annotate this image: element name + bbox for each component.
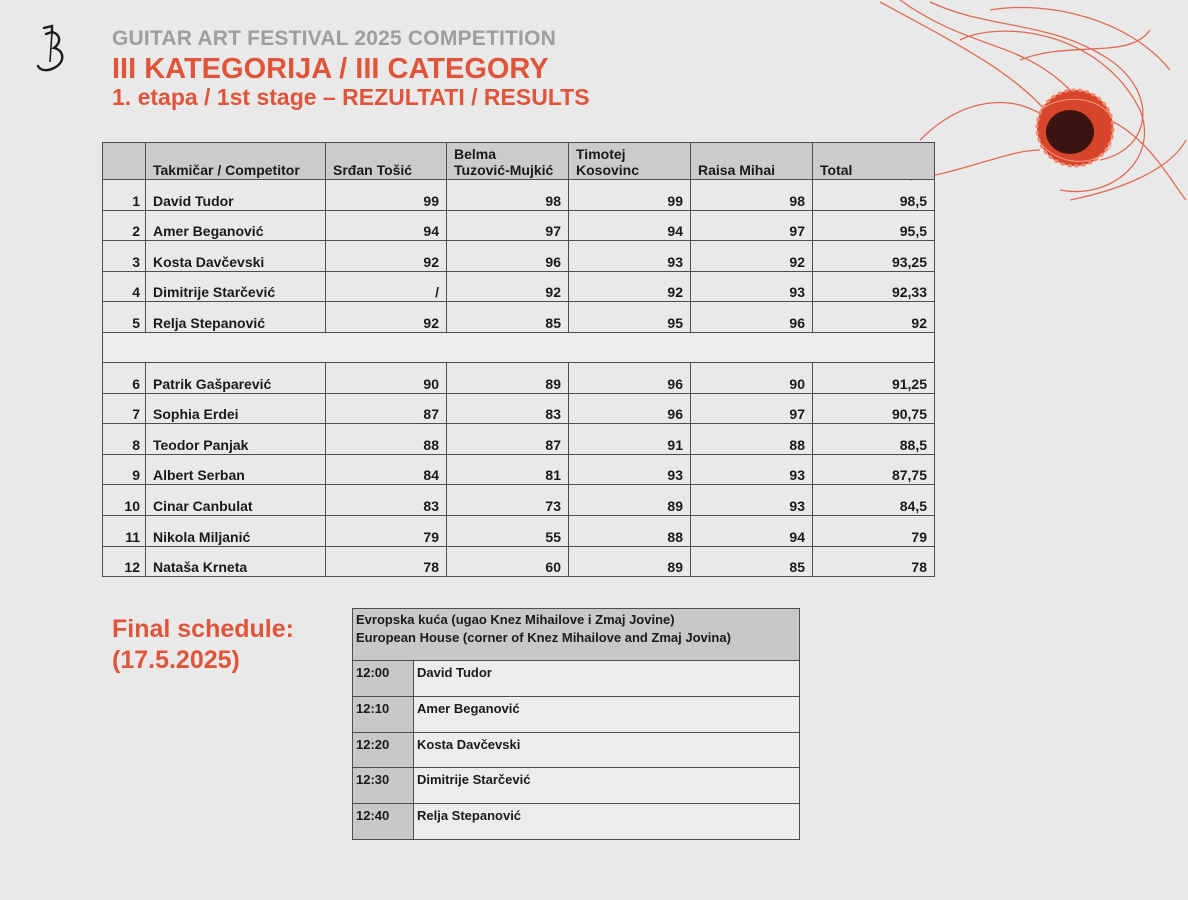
score-cell: 92 (447, 271, 569, 302)
schedule-row (353, 696, 800, 732)
schedule-body (353, 661, 800, 840)
table-row (103, 515, 935, 546)
score-cell: 87 (447, 424, 569, 455)
total-cell: 92,33 (813, 271, 935, 302)
score-cell: 99 (569, 180, 691, 211)
score-cell: 84 (326, 454, 447, 485)
table-row (103, 241, 935, 272)
score-cell: 89 (569, 546, 691, 577)
results-table (102, 142, 935, 577)
rank-cell: 10 (103, 485, 146, 516)
score-cell: 99 (326, 180, 447, 211)
schedule-row (353, 768, 800, 804)
score-cell: 92 (326, 302, 447, 333)
juror-header: Srđan Tošić (326, 143, 447, 180)
schedule-performer: Dimitrije Starčević (414, 768, 800, 804)
schedule-row (353, 732, 800, 768)
score-cell: 92 (691, 241, 813, 272)
schedule-row (353, 661, 800, 697)
schedule-performer: Kosta Davčevski (414, 732, 800, 768)
venue-row (353, 609, 800, 661)
score-cell: 87 (326, 393, 447, 424)
score-cell: 89 (569, 485, 691, 516)
venue-line-local: Evropska kuća (ugao Knez Mihailove i Zmaj Jovine) (356, 612, 675, 627)
total-cell: 84,5 (813, 485, 935, 516)
competitor-name-cell: Patrik Gašparević (146, 362, 326, 393)
score-cell: 98 (691, 180, 813, 211)
total-cell: 78 (813, 546, 935, 577)
rank-cell: 9 (103, 454, 146, 485)
competitor-name-cell: Teodor Panjak (146, 424, 326, 455)
juror-header: Belma Tuzović-Mujkić (447, 143, 569, 180)
score-cell: 92 (326, 241, 447, 272)
venue-line-english: European House (corner of Knez Mihailove and Zmaj Jovina) (356, 630, 731, 645)
table-row (103, 302, 935, 333)
table-row (103, 546, 935, 577)
schedule-table (352, 608, 800, 840)
schedule-time: 12:00 (353, 661, 414, 697)
festival-title: GUITAR ART FESTIVAL 2025 COMPETITION (112, 27, 556, 50)
total-cell: 98,5 (813, 180, 935, 211)
score-cell: 96 (569, 393, 691, 424)
total-cell: 87,75 (813, 454, 935, 485)
schedule-time: 12:30 (353, 768, 414, 804)
table-row (103, 271, 935, 302)
score-cell: 83 (447, 393, 569, 424)
total-cell: 90,75 (813, 393, 935, 424)
score-cell: / (326, 271, 447, 302)
total-header: Total (813, 143, 935, 180)
competitor-name-cell: Kosta Davčevski (146, 241, 326, 272)
competitor-name-cell: Sophia Erdei (146, 393, 326, 424)
score-cell: 94 (569, 210, 691, 241)
schedule-time: 12:20 (353, 732, 414, 768)
score-cell: 90 (326, 362, 447, 393)
score-cell: 93 (691, 454, 813, 485)
table-row (103, 210, 935, 241)
score-cell: 97 (691, 210, 813, 241)
schedule-performer: Amer Beganović (414, 696, 800, 732)
schedule-time: 12:10 (353, 696, 414, 732)
score-cell: 98 (447, 180, 569, 211)
score-cell: 93 (569, 454, 691, 485)
score-cell: 73 (447, 485, 569, 516)
score-cell: 60 (447, 546, 569, 577)
rank-cell: 2 (103, 210, 146, 241)
score-cell: 94 (326, 210, 447, 241)
score-cell: 93 (569, 241, 691, 272)
results-separator-row (103, 332, 935, 362)
competitor-name-cell: Cinar Canbulat (146, 485, 326, 516)
table-row (103, 424, 935, 455)
score-cell: 94 (691, 515, 813, 546)
table-row (103, 362, 935, 393)
score-cell: 96 (569, 362, 691, 393)
score-cell: 96 (447, 241, 569, 272)
total-cell: 88,5 (813, 424, 935, 455)
table-row (103, 393, 935, 424)
score-cell: 90 (691, 362, 813, 393)
competitor-name-cell: Nikola Miljanić (146, 515, 326, 546)
rank-cell: 11 (103, 515, 146, 546)
rank-cell: 12 (103, 546, 146, 577)
total-cell: 79 (813, 515, 935, 546)
rank-cell: 1 (103, 180, 146, 211)
stage-title: 1. etapa / 1st stage – REZULTATI / RESULTS (112, 84, 590, 110)
competitor-name-cell: Albert Serban (146, 454, 326, 485)
table-row (103, 485, 935, 516)
score-cell: 93 (691, 271, 813, 302)
score-cell: 93 (691, 485, 813, 516)
score-cell: 97 (691, 393, 813, 424)
schedule-time: 12:40 (353, 804, 414, 840)
rank-cell: 8 (103, 424, 146, 455)
rank-cell: 3 (103, 241, 146, 272)
rank-cell: 7 (103, 393, 146, 424)
separator-cell (103, 332, 935, 362)
competitor-name-cell: Dimitrije Starčević (146, 271, 326, 302)
score-cell: 89 (447, 362, 569, 393)
final-schedule-title (112, 614, 294, 676)
final-schedule-heading: Final schedule: (112, 615, 294, 643)
competitor-name-cell: Nataša Krneta (146, 546, 326, 577)
score-cell: 85 (447, 302, 569, 333)
schedule-row (353, 804, 800, 840)
juror-header: Timotej Kosovinc (569, 143, 691, 180)
juror-header: Raisa Mihai (691, 143, 813, 180)
venue-cell (353, 609, 800, 661)
score-cell: 88 (326, 424, 447, 455)
schedule-performer: Relja Stepanović (414, 804, 800, 840)
rank-header (103, 143, 146, 180)
score-cell: 79 (326, 515, 447, 546)
score-cell: 81 (447, 454, 569, 485)
competitor-name-cell: Amer Beganović (146, 210, 326, 241)
score-cell: 96 (691, 302, 813, 333)
rank-cell: 4 (103, 271, 146, 302)
results-header-row (103, 143, 935, 180)
score-cell: 91 (569, 424, 691, 455)
competitor-name-cell: Relja Stepanović (146, 302, 326, 333)
score-cell: 88 (691, 424, 813, 455)
score-cell: 78 (326, 546, 447, 577)
score-cell: 97 (447, 210, 569, 241)
festival-logo-icon (30, 22, 70, 78)
score-cell: 95 (569, 302, 691, 333)
score-cell: 85 (691, 546, 813, 577)
competitor-header: Takmičar / Competitor (146, 143, 326, 180)
score-cell: 88 (569, 515, 691, 546)
table-row (103, 180, 935, 211)
total-cell: 91,25 (813, 362, 935, 393)
score-cell: 92 (569, 271, 691, 302)
total-cell: 93,25 (813, 241, 935, 272)
final-schedule-date: (17.5.2025) (112, 646, 240, 674)
rank-cell: 5 (103, 302, 146, 333)
score-cell: 83 (326, 485, 447, 516)
competitor-name-cell: David Tudor (146, 180, 326, 211)
score-cell: 55 (447, 515, 569, 546)
category-title: III KATEGORIJA / III CATEGORY (112, 53, 549, 85)
results-body (103, 180, 935, 577)
rank-cell: 6 (103, 362, 146, 393)
table-row (103, 454, 935, 485)
total-cell: 95,5 (813, 210, 935, 241)
schedule-performer: David Tudor (414, 661, 800, 697)
total-cell: 92 (813, 302, 935, 333)
